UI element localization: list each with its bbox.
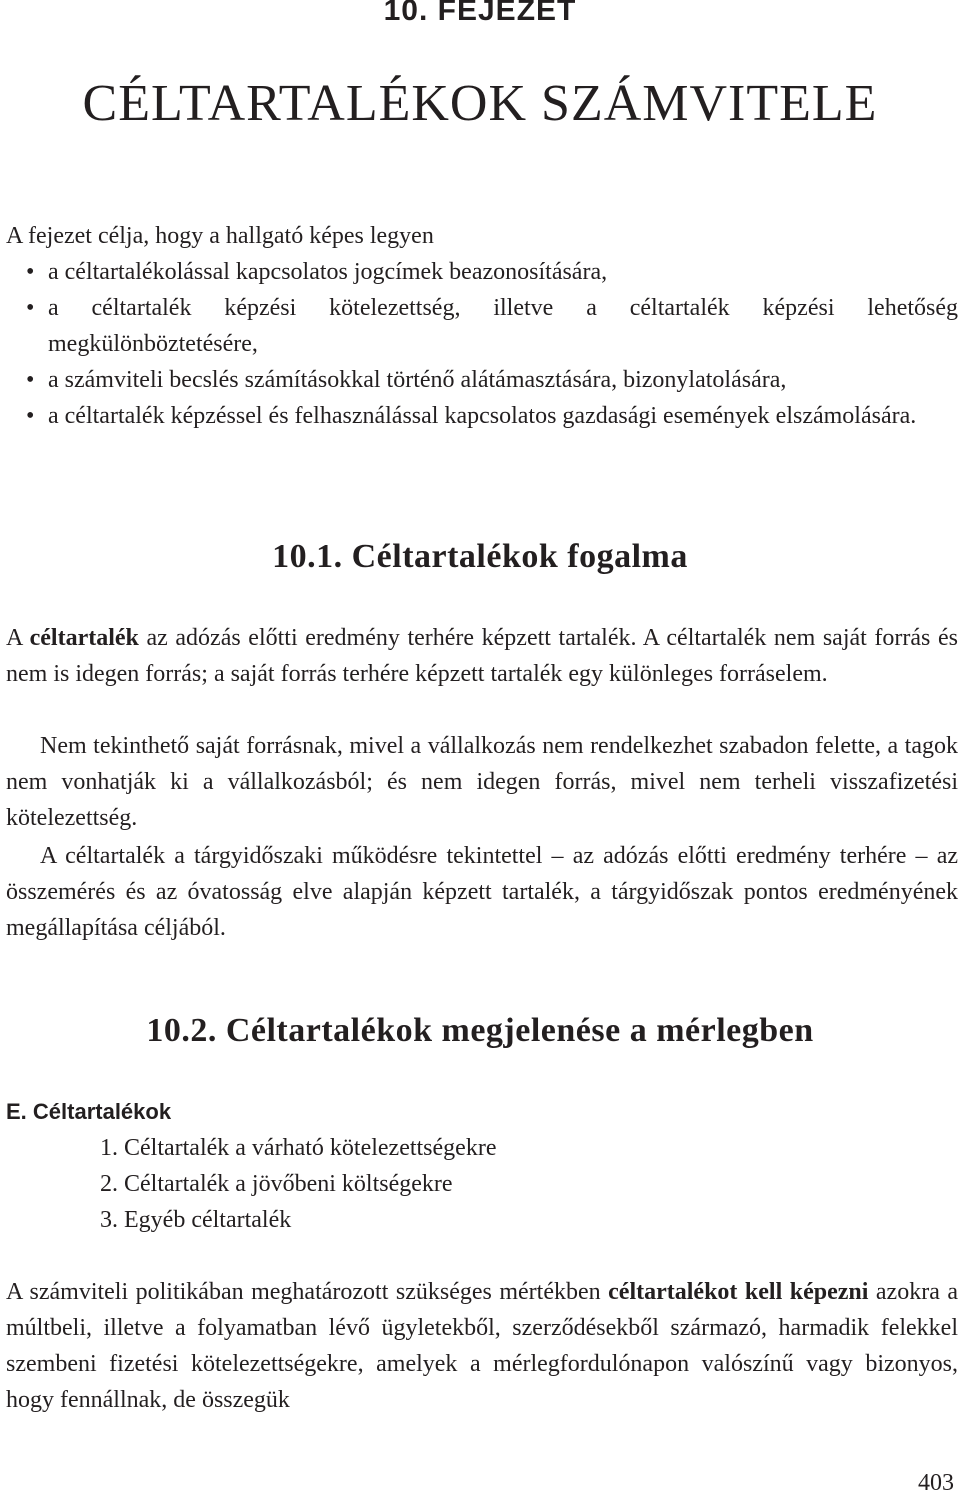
section-heading-balance-sheet: 10.2. Céltartalékok megjelenése a mérlegben <box>146 1012 814 1049</box>
paragraph-definition <box>6 620 958 692</box>
chapter-label: 10. FEJEZET <box>383 0 577 27</box>
balance-sheet-list <box>6 1094 958 1238</box>
list-item-text: a számviteli becslés számításokkal történő alátámasztására, bizonylatolására, <box>48 367 787 393</box>
bullet-icon: • <box>26 295 35 321</box>
intro-lead: A fejezet célja, hogy a hallgató képes legyen <box>6 223 434 249</box>
list-item <box>6 290 958 362</box>
section-heading-concept: 10.1. Céltartalékok fogalma <box>272 538 688 575</box>
list-item <box>6 398 958 434</box>
list-item: 1. Céltartalék a várható kötelezettségekre <box>100 1135 497 1161</box>
chapter-title: CÉLTARTALÉKOK SZÁMVITELE <box>82 75 878 132</box>
paragraph-not-own-funds: Nem tekinthető saját forrásnak, mivel a vállalkozás nem rendelkezhet szabadon felette, a tagok nem vonhatják ki a vállalkozásból; és nem idegen forrás, mivel nem terheli visszafizetési kötelezettség. <box>6 733 958 831</box>
list-item-text: a céltartalékolással kapcsolatos jogcímek beazonosítására, <box>48 259 608 285</box>
balance-heading: E. Céltartalékok <box>6 1099 172 1124</box>
list-item: 2. Céltartalék a jövőbeni költségekre <box>100 1171 453 1197</box>
list-item <box>6 362 958 398</box>
paragraph-purpose: A céltartalék a tárgyidőszaki működésre tekintettel – az adózás előtti eredmény terhére – az összemérés és az óvatosság elve alapján képzett tartalék, a tárgyidőszak pontos eredményének megállapítása céljából. <box>6 843 958 941</box>
list-item <box>6 254 958 290</box>
bold-term: céltartalék <box>29 625 139 651</box>
list-item-text: a céltartalék képzési kötelezettség, illetve a céltartalék képzési lehetőség megkülönböztetésére, <box>48 295 958 357</box>
paragraph-text: az adózás előtti eredmény terhére képzett tartalék. A céltartalék nem saját forrás és nem is idegen forrás; a saját forrás terhére képzett tartalék egy különleges forráselem. <box>6 625 958 687</box>
bullet-icon: • <box>26 367 35 393</box>
paragraph-text: A <box>6 625 30 651</box>
bold-term: céltartalékot kell képezni <box>608 1279 869 1305</box>
objectives-list <box>6 254 958 434</box>
list-item: 3. Egyéb céltartalék <box>100 1207 292 1233</box>
paragraph-text: A számviteli politikában meghatározott szükséges mértékben <box>6 1279 609 1305</box>
paragraph-text: azokra a múltbeli, illetve a folyamatban lévő ügyletekből, szerződésekből származó, harmadik felekkel szembeni fizetési kötelezettségekre, amelyek a mérlegfordulónapon valószínű vagy bizonyos, hogy fennállnak, de összegük <box>6 1279 958 1413</box>
bullet-icon: • <box>26 259 35 285</box>
page-number: 403 <box>918 1470 954 1496</box>
bullet-icon: • <box>26 403 35 429</box>
list-item-text: a céltartalék képzéssel és felhasználással kapcsolatos gazdasági események elszámolására. <box>48 403 917 429</box>
paragraph-obligation <box>6 1274 958 1418</box>
